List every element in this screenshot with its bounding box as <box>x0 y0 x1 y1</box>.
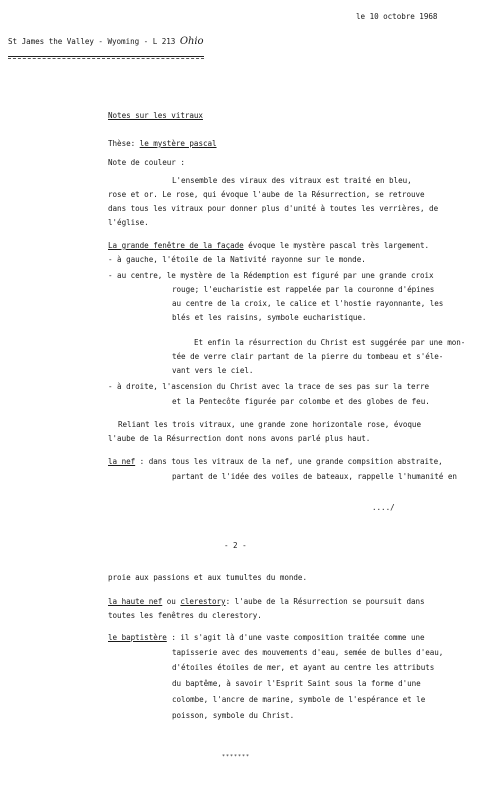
facade-text: évoque le mystère pascal très largement. <box>243 241 430 250</box>
nef-text: : dans tous les vitraux de la nef, une grande compsition abstraite, <box>135 457 443 466</box>
reliant-line: l'aube de la Résurrection dont nons avons parlé plus haut. <box>108 434 371 443</box>
header-rule <box>8 56 204 57</box>
resurrection-line: Et enfin la résurrection du Christ est suggérée par une mon- <box>194 338 466 347</box>
reliant-line: Reliant les trois vitraux, une grande zone horizontale rose, évoque <box>118 420 421 429</box>
color-paragraph-line: dans tous les vitraux pour donner plus d'unité à toutes les verrières, de <box>108 204 439 213</box>
notes-title: Notes sur les vitraux <box>108 111 203 120</box>
facade-line <box>108 241 429 250</box>
clerestory-text: : l'aube de la Résurrection se poursuit dans <box>225 597 425 606</box>
header-rule-dashed <box>8 58 204 59</box>
theme-value: le mystère pascal <box>139 139 217 148</box>
continued-mark: ..../ <box>372 503 395 512</box>
nef-line-2: partant de l'idée des voiles de bateaux, rappelle l'humanité en <box>172 472 457 481</box>
center-window-line: rouge; l'eucharistie est rappelée par la couronne d'épines <box>172 285 435 294</box>
left-window-item: - à gauche, l'étoile de la Nativité rayonne sur le monde. <box>108 255 366 264</box>
baptistere-line: poisson, symbole du Christ. <box>172 711 295 720</box>
nef-label: la nef <box>108 457 136 466</box>
address-handwritten: Ohio <box>179 36 204 47</box>
center-window-line: blés et les raisins, symbole eucharistique. <box>172 313 367 322</box>
right-window-line: et la Pentecôte figurée par colombe et des globes de feu. <box>172 397 430 406</box>
resurrection-line: vant vers le ciel. <box>172 366 254 375</box>
theme-label: Thèse: <box>108 139 136 148</box>
clerestory-line-2: toutes les fenêtres du clerestory. <box>108 611 262 620</box>
baptistere-line: colombe, l'ancre de marine, symbole de l'espérance et le <box>172 695 426 704</box>
baptistere-line: d'étoiles étoiles de mer, et ayant au centre les attributs <box>172 663 435 672</box>
color-paragraph-line: l'église. <box>108 218 149 227</box>
color-note-label: Note de couleur : <box>108 158 185 167</box>
clerestory-connector: ou <box>162 597 181 606</box>
baptistere-text: : il s'agit là d'une vaste composition traitée comme une <box>166 633 425 642</box>
page2-first-line: proie aux passions et aux tumultes du monde. <box>108 573 307 582</box>
center-window-line: au centre de la croix, le calice et l'hostie rayonnante, les <box>172 299 444 308</box>
baptistere-line: du baptême, à savoir l'Esprit Saint sous la forme d'une <box>172 679 421 688</box>
clerestory-line <box>108 597 425 606</box>
clerestory-label: clerestory <box>180 597 226 606</box>
right-window-line: - à droite, l'ascension du Christ avec la trace de ses pas sur la terre <box>108 382 430 391</box>
address-typed: St James the Valley - Wyoming - L 213 <box>8 37 176 46</box>
facade-label: La grande fenêtre de la façade <box>108 241 244 250</box>
baptistere-line <box>108 633 425 642</box>
theme-line <box>108 139 217 148</box>
resurrection-line: tée de verre clair partant de la pierre du tombeau et s'éle- <box>172 352 444 361</box>
footer-mark: ******* <box>222 754 251 760</box>
center-window-line: - au centre, le mystère de la Rédemption est figuré par une grande croix <box>108 271 434 280</box>
color-paragraph-line: L'ensemble des viraux des vitraux est traité en bleu, <box>172 176 412 185</box>
baptistere-line: tapisserie avec des mouvements d'eau, semée de bulles d'eau, <box>172 648 444 657</box>
sender-address <box>8 37 204 46</box>
baptistere-label: le baptistère <box>108 633 167 642</box>
haute-nef-label: la haute nef <box>108 597 163 606</box>
letter-date: le 10 octobre 1968 <box>356 12 438 21</box>
page-number: - 2 - <box>224 541 247 550</box>
color-paragraph-line: rose et or. Le rose, qui évoque l'aube de la Résurrection, se retrouve <box>108 190 425 199</box>
nef-line <box>108 457 443 466</box>
